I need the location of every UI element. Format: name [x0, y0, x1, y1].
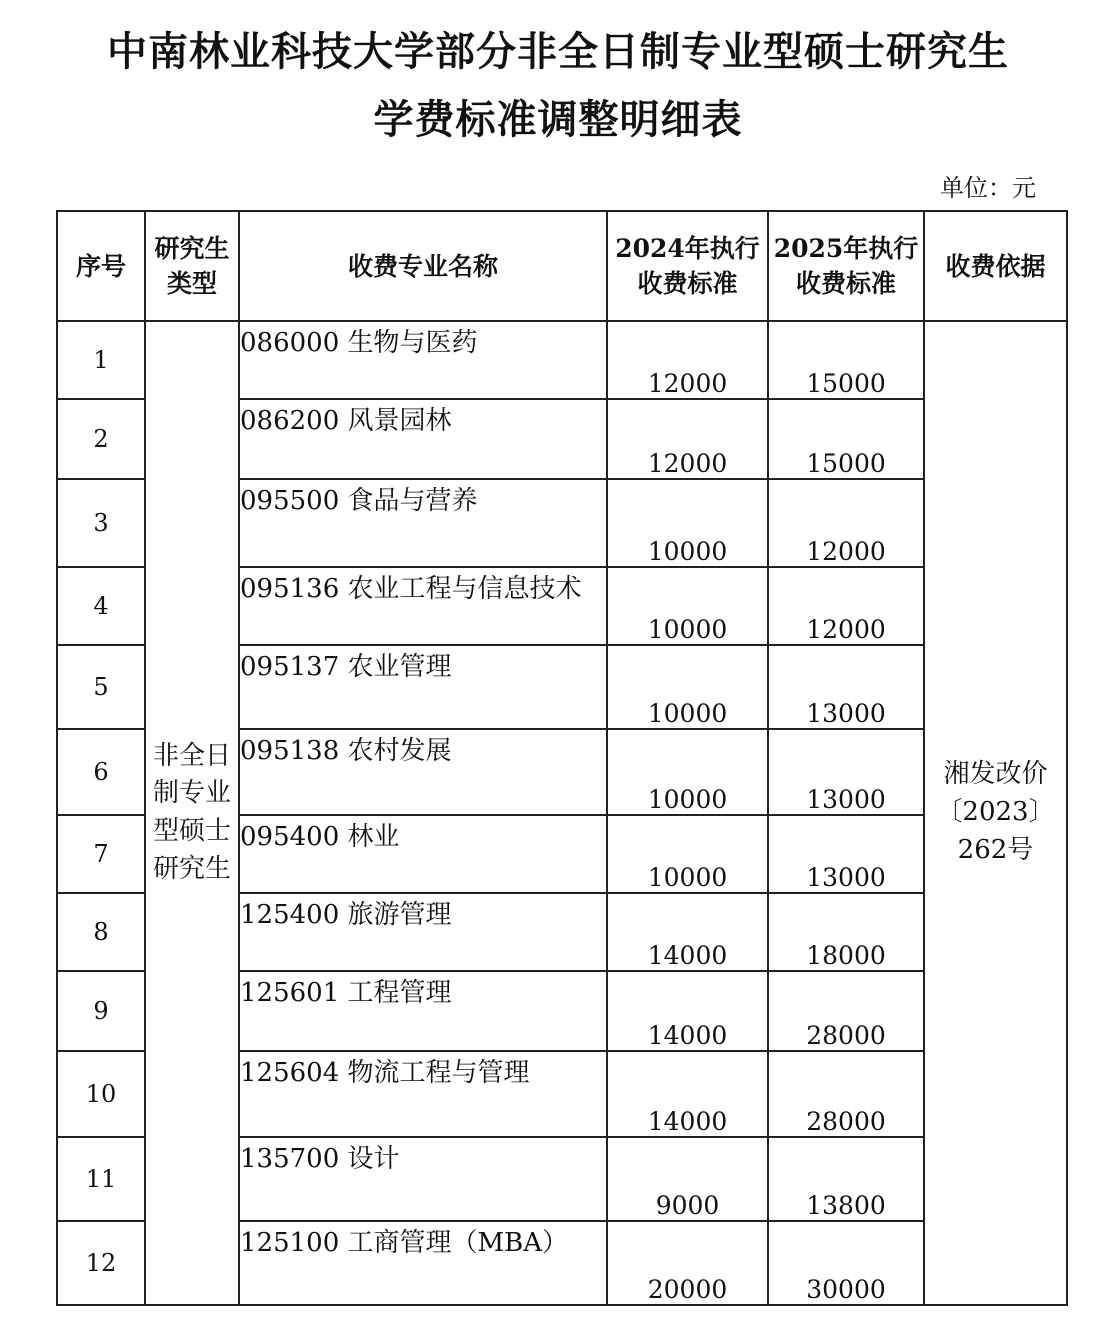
fee-2025: 15000	[768, 399, 924, 479]
header-row	[57, 211, 1067, 321]
header-fee-2025: 2025年执行收费标准	[768, 211, 924, 321]
row-index: 11	[57, 1137, 145, 1221]
header-name: 收费专业名称	[239, 211, 607, 321]
program-name: 095400 林业	[239, 815, 607, 893]
header-type: 研究生类型	[145, 211, 239, 321]
program-name: 125604 物流工程与管理	[239, 1051, 607, 1137]
program-name: 095138 农村发展	[239, 729, 607, 815]
program-name: 086200 风景园林	[239, 399, 607, 479]
program-name: 125400 旅游管理	[239, 893, 607, 971]
title-line-1: 中南林业科技大学部分非全日制专业型硕士研究生	[107, 29, 1009, 75]
program-name: 135700 设计	[239, 1137, 607, 1221]
row-index: 2	[57, 399, 145, 479]
row-index: 5	[57, 645, 145, 729]
program-name: 095500 食品与营养	[239, 479, 607, 567]
fee-2024: 10000	[607, 479, 768, 567]
fee-2025: 28000	[768, 971, 924, 1051]
fee-2025: 13800	[768, 1137, 924, 1221]
fee-2024: 14000	[607, 893, 768, 971]
fee-2024: 10000	[607, 645, 768, 729]
program-name: 095136 农业工程与信息技术	[239, 567, 607, 645]
fee-table	[56, 210, 1068, 1306]
fee-2024: 14000	[607, 971, 768, 1051]
fee-2025: 28000	[768, 1051, 924, 1137]
fee-2025: 12000	[768, 479, 924, 567]
program-name: 125601 工程管理	[239, 971, 607, 1051]
header-fee-2024: 2024年执行收费标准	[607, 211, 768, 321]
row-index: 12	[57, 1221, 145, 1305]
fee-2024: 12000	[607, 321, 768, 399]
row-index: 3	[57, 479, 145, 567]
fee-2025: 30000	[768, 1221, 924, 1305]
fee-2024: 14000	[607, 1051, 768, 1137]
header-basis: 收费依据	[924, 211, 1067, 321]
header-index: 序号	[57, 211, 145, 321]
student-type-cell: 非全日制专业型硕士研究生	[145, 321, 239, 1305]
fee-2025: 18000	[768, 893, 924, 971]
program-name: 095137 农业管理	[239, 645, 607, 729]
fee-2024: 9000	[607, 1137, 768, 1221]
row-index: 8	[57, 893, 145, 971]
row-index: 4	[57, 567, 145, 645]
fee-2025: 13000	[768, 815, 924, 893]
fee-2025: 13000	[768, 729, 924, 815]
row-index: 7	[57, 815, 145, 893]
fee-2025: 13000	[768, 645, 924, 729]
fee-2024: 20000	[607, 1221, 768, 1305]
table-row	[57, 321, 1067, 399]
fee-2024: 10000	[607, 729, 768, 815]
fee-2025: 15000	[768, 321, 924, 399]
row-index: 10	[57, 1051, 145, 1137]
fee-2025: 12000	[768, 567, 924, 645]
program-name: 086000 生物与医药	[239, 321, 607, 399]
row-index: 6	[57, 729, 145, 815]
row-index: 1	[57, 321, 145, 399]
fee-2024: 10000	[607, 815, 768, 893]
program-name: 125100 工商管理（MBA）	[239, 1221, 607, 1305]
row-index: 9	[57, 971, 145, 1051]
basis-cell: 湘发改价〔2023〕262号	[924, 321, 1067, 1305]
title-line-2: 学费标准调整明细表	[373, 97, 743, 143]
unit-label: 单位：元	[940, 174, 1036, 202]
fee-2024: 12000	[607, 399, 768, 479]
fee-2024: 10000	[607, 567, 768, 645]
